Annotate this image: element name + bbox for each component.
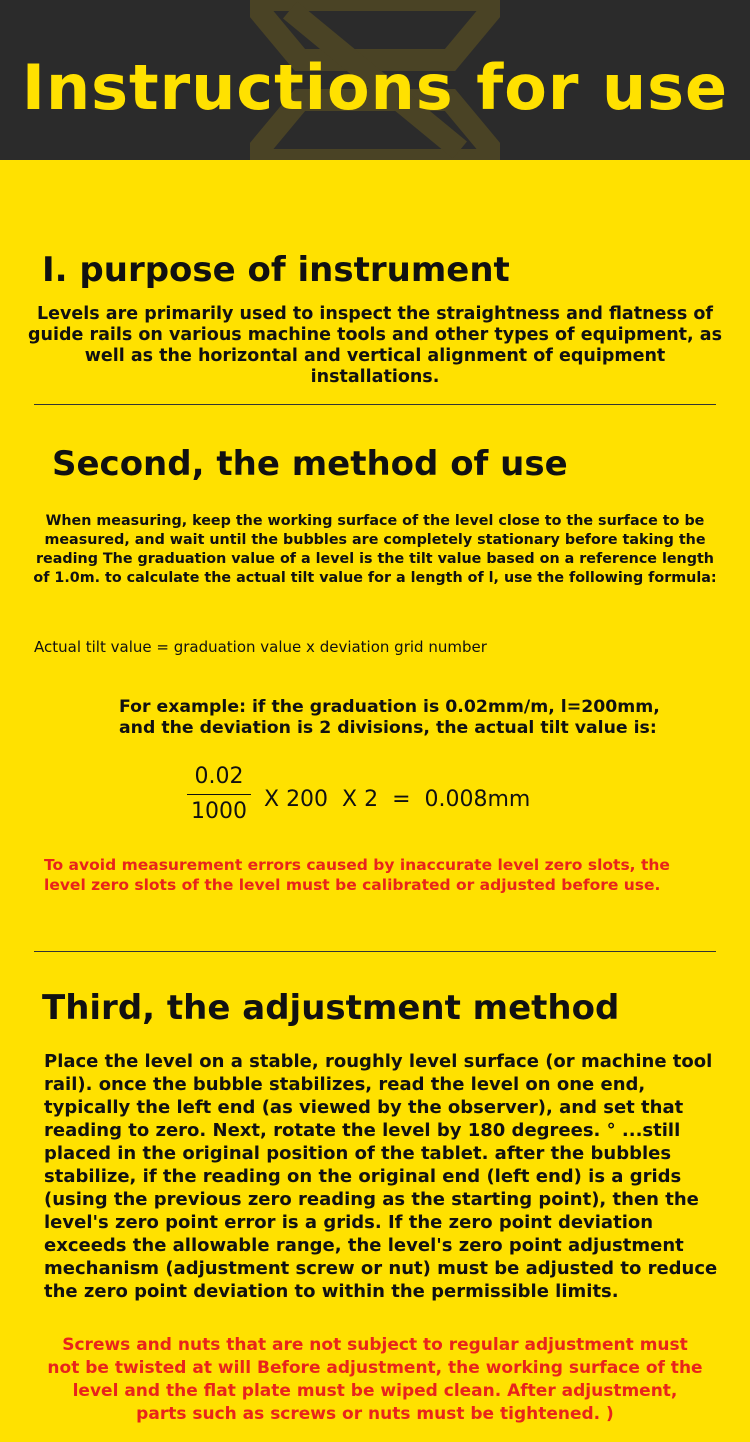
example-text: For example: if the graduation is 0.02mm/m, l=200mm, and the deviation is 2 divisions, the actual tilt value is: — [119, 697, 660, 738]
fraction-numerator: 0.02 — [194, 764, 244, 789]
section-body-method: When measuring, keep the working surface of the level close to the surface to be measured, and wait until the bubbles are completely stationary before taking the reading The graduation value of a level is the tilt value based on a reference length of 1.0m. to calculate the actual tilt value for a length of l, use the following formula: — [33, 513, 717, 586]
section-heading-purpose: I. purpose of instrument — [42, 250, 510, 290]
section-divider — [34, 951, 716, 952]
formula-text: Actual tilt value = graduation value x deviation grid number — [34, 638, 487, 656]
formula-fraction — [185, 762, 253, 827]
section-divider — [34, 404, 716, 405]
warning-text-screws: Screws and nuts that are not subject to regular adjustment must not be twisted at will Before adjustment, the working surface of the level and the flat plate must be wiped clean. After adjustment, parts such as screws or nuts must be tightened. ) — [47, 1335, 703, 1424]
section-heading-method: Second, the method of use — [52, 444, 568, 484]
fraction-bar — [187, 794, 251, 795]
section-body-purpose: Levels are primarily used to inspect the straightness and flatness of guide rails on various machine tools and other types of equipment, as well as the horizontal and vertical alignment of equipment installations. — [27, 304, 723, 387]
header-banner — [0, 0, 750, 160]
page-title: Instructions for use — [21, 51, 729, 124]
section-heading-adjustment: Third, the adjustment method — [42, 988, 620, 1028]
formula-equation: X 200 X 2 = 0.008mm — [264, 787, 531, 812]
section-body-adjustment: Place the level on a stable, roughly level surface (or machine tool rail). once the bubble stabilizes, read the level on one end, typically the left end (as viewed by the observer), and set that reading to zero. Next, rotate the level by 180 degrees. ° ...still placed in the original position of the tablet. after the bubbles stabilize, if the reading on the original end (left end) is a grids (using the previous zero reading as the starting point), then the level's zero point error is a grids. If the zero point deviation exceeds the allowable range, the level's zero point adjustment mechanism (adjustment screw or nut) must be adjusted to reduce the zero point deviation to within the permissible limits. — [44, 1051, 718, 1302]
fraction-denominator: 1000 — [191, 799, 247, 824]
warning-text-calibration: To avoid measurement errors caused by inaccurate level zero slots, the level zero slots of the level must be calibrated or adjusted before use. — [44, 856, 670, 894]
